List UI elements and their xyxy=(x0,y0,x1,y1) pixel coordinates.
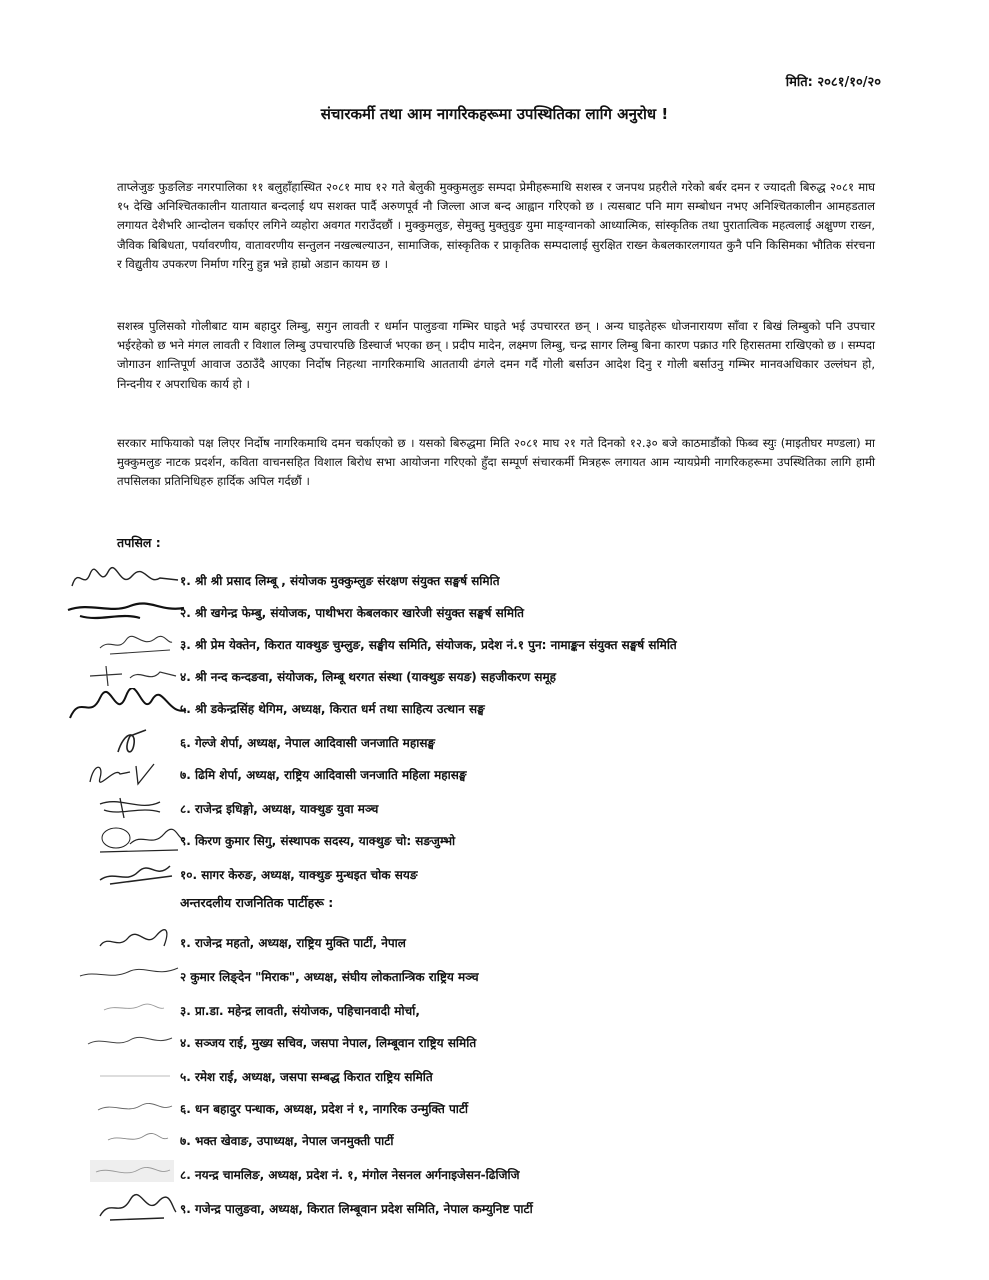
signatory-entry: ६. गेल्जे शेर्पा, अध्यक्ष, नेपाल आदिवासी जनजाति महासङ्घ xyxy=(180,736,436,750)
party-entry: ९. गजेन्द्र पालुङवा, अध्यक्ष, किरात लिम्बूवान प्रदेश समिति, नेपाल कम्युनिष्ट पार्टी xyxy=(180,1202,533,1216)
signatory-entry: २. श्री खगेन्द्र फेम्बु, संयोजक, पाथीभरा केबलकार खारेजी संयुक्त सङ्घर्ष समिति xyxy=(180,606,525,620)
handwritten-signature xyxy=(60,1120,200,1158)
handwritten-signature xyxy=(60,922,200,960)
party-entry: २ कुमार लिङ्देन "मिराक", अध्यक्ष, संघीय लोकतान्त्रिक राष्ट्रिय मञ्च xyxy=(180,970,479,984)
signatory-row xyxy=(60,760,930,788)
party-row xyxy=(60,1028,930,1056)
party-row xyxy=(60,962,930,990)
party-entry: ८. नयन्द्र चामलिङ, अध्यक्ष, प्रदेश नं. १, मंगोल नेसनल अर्गनाइजेसन-ढिजिजि xyxy=(180,1168,520,1182)
body-paragraph-2: सशस्त्र पुलिसको गोलीबाट याम बहादुर लिम्बु, सगुन लावती र धर्मान पालुङवा गम्भिर घाइते भई उपचाररत छन् । अन्य घाइतेहरू धोजनारायण साँवा र बिखं लिम्बुको पनि उपचार भईरहेको छ भने मंगल लावती र विशाल लिम्बु उपचारपछि डिस्चार्ज भएका छन् । प्रदीप मादेन, लक्ष्मण लिम्बु, चन्द्र सागर लिम्बु बिना कारण पक्राउ गरि हिरासतमा राखिएको छ । सम्पदा जोगाउन शान्तिपूर्ण आवाज उठाउँदै आएका निर्दोष निहत्था नागरिकमाथि आततायी ढंगले दमन गर्दै गोली बर्साउन आदेश दिनु र गोली बर्साउनु गम्भिर मानवअधिकार उल्लंघन हो, निन्दनीय र अपराधिक कार्य हो । xyxy=(117,319,875,391)
party-entry: ७. भक्त खेवाङ, उपाध्यक्ष, नेपाल जनमुक्ती पार्टी xyxy=(180,1134,394,1148)
party-entry: ६. धन बहादुर पन्धाक, अध्यक्ष, प्रदेश नं १, नागरिक उन्मुक्ति पार्टी xyxy=(180,1102,469,1116)
signatory-row xyxy=(60,728,930,756)
handwritten-signature xyxy=(60,854,200,892)
handwritten-signature xyxy=(60,1188,200,1226)
party-row xyxy=(60,1062,930,1090)
signatory-row xyxy=(60,860,930,888)
party-row xyxy=(60,1094,930,1122)
handwritten-signature xyxy=(60,1022,200,1060)
letter-title: संचारकर्मी तथा आम नागरिकहरूमा उपस्थितिका लागि अनुरोध ! xyxy=(320,105,669,123)
handwritten-signature xyxy=(60,956,200,994)
letter-date: मिति: २०८१/१०/२० xyxy=(785,75,881,90)
handwritten-signature xyxy=(60,754,200,792)
signatory-row xyxy=(60,662,930,690)
handwritten-signature xyxy=(60,688,200,726)
party-list-heading: अन्तरदलीय राजनितिक पार्टीहरू : xyxy=(180,895,334,910)
signatory-entry: १. श्री श्री प्रसाद लिम्बू , संयोजक मुक्कुम्लुङ संरक्षण संयुक्त सङ्घर्ष समिति xyxy=(180,574,500,588)
signatory-row xyxy=(60,598,930,626)
signatory-row xyxy=(60,694,930,722)
party-entry: ५. रमेश राई, अध्यक्ष, जसपा सम्बद्ध किरात राष्ट्रिय समिति xyxy=(180,1070,433,1084)
signatory-entry: ४. श्री नन्द कन्दङवा, संयोजक, लिम्बू थरगत संस्था (याक्थुङ सयङ) सहजीकरण समूह xyxy=(180,670,557,684)
signatory-row xyxy=(60,566,930,594)
signatory-entry: ७. ढिमि शेर्पा, अध्यक्ष, राष्ट्रिय आदिवासी जनजाति महिला महासङ्घ xyxy=(180,768,467,782)
party-entry: ४. सञ्जय राई, मुख्य सचिव, जसपा नेपाल, लिम्बूवान राष्ट्रिय समिति xyxy=(180,1036,477,1050)
party-entry: १. राजेन्द्र महतो, अध्यक्ष, राष्ट्रिय मुक्ति पार्टी, नेपाल xyxy=(180,936,406,950)
handwritten-signature xyxy=(60,1154,200,1192)
handwritten-signature xyxy=(60,820,200,858)
signatory-entry: ३. श्री प्रेम येक्तेन, किरात याक्थुङ चुम्लुङ, सङ्घीय समिति, संयोजक, प्रदेश नं.१ पुन: नामाङ्कन संयुक्त सङ्घर्ष समिति xyxy=(180,638,677,652)
party-row xyxy=(60,1126,930,1154)
signatory-row xyxy=(60,826,930,854)
body-paragraph-1: ताप्लेजुङ फुङलिङ नगरपालिका ११ बलुहाँहास्थित २०८१ माघ १२ गते बेलुकी मुक्कुमलुङ सम्पदा प्रेमीहरूमाथि सशस्त्र र जनपथ प्रहरीले गरेको बर्बर दमन र ज्यादती बिरुद्ध २०८१ माघ १५ देखि अनिश्चितकालीन यातायात बन्दलाई थप सशक्त पार्दै अरुणपूर्व नौ जिल्ला आज बन्द आह्वान गरिएको छ । त्यसबाट पनि माग सम्बोधन नभए अनिश्चितकालीन आमहडताल लगायत देशैभरि आन्दोलन चर्काएर लगिने व्यहोरा अवगत गराउँदछौं । मुक्कुमलुङ, सेमुक्तु मुक्तुवुङ युमा माङ्ग्वानको आध्यात्मिक, सांस्कृतिक तथा पुरातात्विक महत्वलाई अक्षुण्ण राख्न, जैविक बिबिधता, पर्यावरणीय, वातावरणीय सन्तुलन नखल्बल्याउन, सामाजिक, सांस्कृतिक र प्राकृतिक सम्पदालाई सुरक्षित राख्न केबलकारलगायत कुनै पनि किसिमका भौतिक संरचना र विद्युतीय उपकरण निर्माण गरिनु हुन्न भन्ने हाम्रो अडान कायम छ । xyxy=(117,180,875,271)
party-row xyxy=(60,1194,930,1222)
party-row xyxy=(60,996,930,1024)
party-row xyxy=(60,928,930,956)
party-entry: ३. प्रा.डा. महेन्द्र लावती, संयोजक, पहिचानवादी मोर्चा, xyxy=(180,1004,420,1018)
signatory-row xyxy=(60,630,930,658)
signatory-entry: १०. सागर केरुङ, अध्यक्ष, याक्थुङ मुन्धइत चोक सयङ xyxy=(180,868,418,882)
signatory-entry: ८. राजेन्द्र इधिङ्गो, अध्यक्ष, याक्थुङ युवा मञ्च xyxy=(180,802,379,816)
signatory-list-heading: तपसिल : xyxy=(117,535,161,550)
party-row xyxy=(60,1160,930,1188)
signatory-entry: ५. श्री डकेन्द्रसिंह थेगिम, अध्यक्ष, किरात धर्म तथा साहित्य उत्थान सङ्घ xyxy=(180,702,485,716)
signatory-entry: ९. किरण कुमार सिगु, संस्थापक सदस्य, याक्थुङ चो: सङजुम्भो xyxy=(180,834,456,848)
body-paragraph-3: सरकार माफियाको पक्ष लिएर निर्दोष नागरिकमाथि दमन चर्काएको छ । यसको बिरुद्धमा मिति २०८१ माघ २१ गते दिनको १२.३० बजे काठमाडौंको फिब्व स्युः (माइतीघर मण्डला) मा मुक्कुमलुङ नाटक प्रदर्शन, कविता वाचनसहित विशाल बिरोध सभा आयोजना गरिएको हुँदा सम्पूर्ण संचारकर्मी मित्रहरू लगायत आम न्यायप्रेमी नागरिकहरूमा उपस्थितिका लागि हामी तपसिलका प्रतिनिधिहरु हार्दिक अपिल गर्दछौं । xyxy=(117,436,875,489)
signatory-row xyxy=(60,794,930,822)
